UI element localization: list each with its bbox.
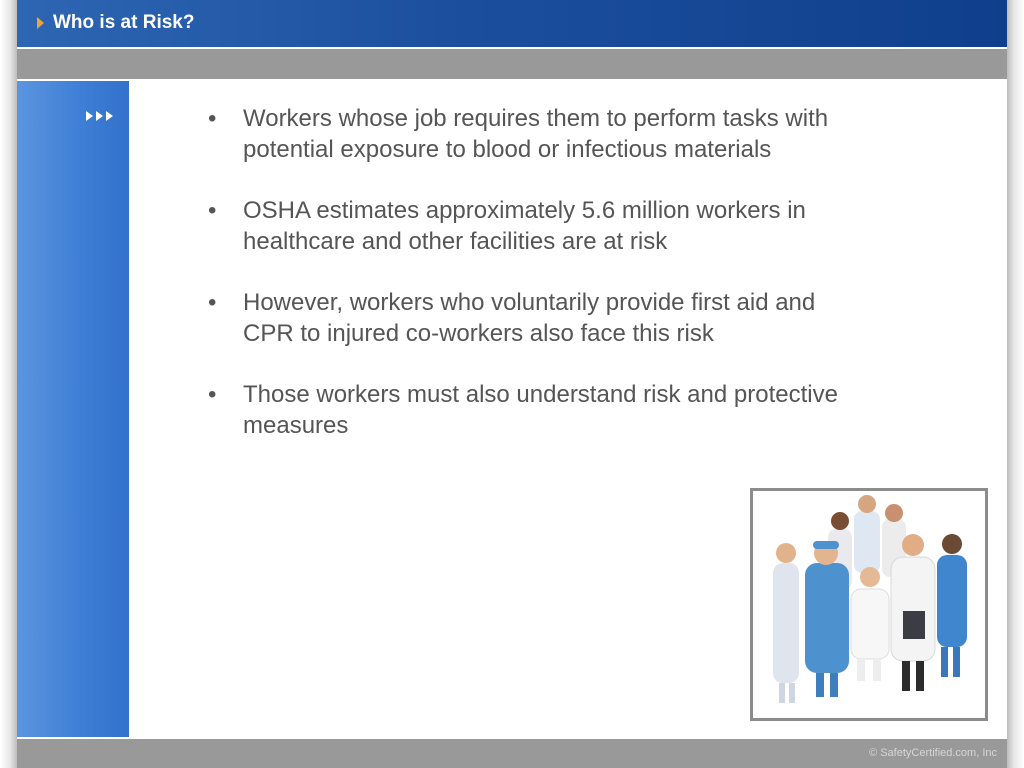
side-panel [17, 81, 129, 737]
bullet-dot-icon: • [208, 197, 217, 224]
bullet-text: OSHA estimates approximately 5.6 million workers in healthcare and other facilities are at risk [243, 197, 806, 255]
bullet-text: Workers whose job requires them to perform tasks with potential exposure to blood or infectious materials [243, 105, 829, 163]
person-left [773, 543, 799, 703]
bullet-item [205, 195, 865, 257]
bullet-dot-icon: • [208, 105, 217, 132]
left-page-shadow [0, 0, 17, 768]
bullet-list [205, 103, 865, 471]
triple-chevron-icon [86, 111, 113, 121]
right-page-shadow [1007, 0, 1024, 768]
bullet-item [205, 287, 865, 349]
orange-triangle-icon [37, 17, 44, 29]
bullet-dot-icon: • [208, 381, 217, 408]
bullet-item [205, 379, 865, 441]
copyright-notice: © SafetyCertified.com, Inc [869, 747, 997, 759]
slide-title: Who is at Risk? [53, 12, 195, 33]
healthcare-workers-photo [750, 488, 988, 721]
footer-bar [17, 739, 1007, 768]
healthcare-workers-illustration [753, 491, 985, 718]
header-gray-band [17, 49, 1007, 79]
bullet-dot-icon: • [208, 289, 217, 316]
title-bar [17, 0, 1007, 49]
bullet-text: However, workers who voluntarily provide first aid and CPR to injured co-workers also face this risk [243, 289, 816, 347]
bullet-item [205, 103, 865, 165]
bullet-text: Those workers must also understand risk and protective measures [243, 381, 838, 439]
